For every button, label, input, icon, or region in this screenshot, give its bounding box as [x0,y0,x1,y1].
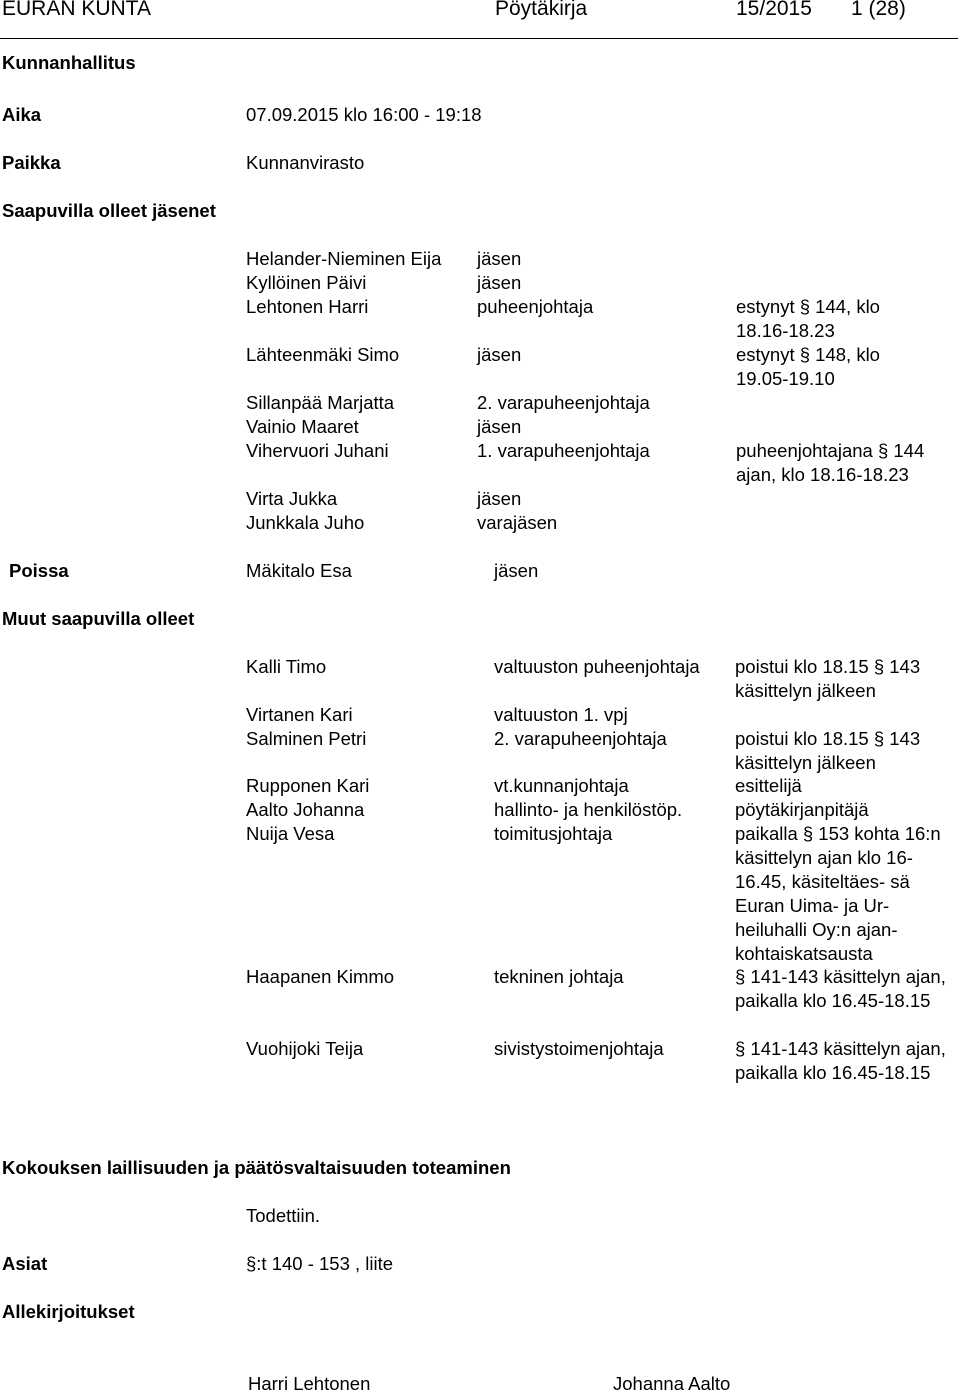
other-note: poistui klo 18.15 § 143 käsittelyn jälkeen [735,656,921,701]
other-role: vt.kunnanjohtaja [494,775,629,796]
member-role: jäsen [477,272,522,293]
other-name: Vuohijoki Teija [246,1038,364,1059]
other-name: Haapanen Kimmo [246,966,395,987]
member-name: Sillanpää Marjatta [246,392,395,413]
member-role: jäsen [477,248,522,269]
place-label: Paikka [2,152,61,173]
member-name: Vainio Maaret [246,416,359,437]
member-name: Virta Jukka [246,488,338,509]
member-role: jäsen [477,416,522,437]
member-role: jäsen [477,488,522,509]
member-role: puheenjohtaja [477,296,594,317]
other-note: paikalla § 153 kohta 16:n käsittelyn ajan klo 16-16.45, käsiteltäes- sä Euran Uima- ja Ur- heiluhalli Oy:n ajan- kohtaiskatsausta [735,823,941,964]
other-name: Kalli Timo [246,656,327,677]
member-role: 2. varapuheenjohtaja [477,392,650,413]
others-label: Muut saapuvilla olleet [2,608,195,629]
member-name: Junkkala Juho [246,512,365,533]
other-name: Virtanen Kari [246,704,353,725]
other-name: Salminen Petri [246,728,367,749]
header-divider [0,38,958,39]
other-role: hallinto- ja henkilöstöp. [494,799,683,820]
legality-value: Todettiin. [246,1205,321,1226]
members-label: Saapuvilla olleet jäsenet [2,200,216,221]
time-label: Aika [2,104,42,125]
other-role: sivistystoimenjohtaja [494,1038,664,1059]
other-role: tekninen johtaja [494,966,624,987]
place-value: Kunnanvirasto [246,152,365,173]
member-name: Lehtonen Harri [246,296,369,317]
other-role: 2. varapuheenjohtaja [494,728,667,749]
matters-value: §:t 140 - 153 , liite [246,1253,394,1274]
document-type: Pöytäkirja [495,0,588,20]
time-value: 07.09.2015 klo 16:00 - 19:18 [246,104,482,125]
member-name: Kyllöinen Päivi [246,272,367,293]
other-note: pöytäkirjanpitäjä [735,799,869,820]
other-note: esittelijä [735,775,802,796]
signatures-label: Allekirjoitukset [2,1301,135,1322]
member-note: puheenjohtajana § 144 ajan, klo 18.16-18.23 [736,440,925,485]
absent-label: Poissa [9,560,69,581]
member-name: Vihervuori Juhani [246,440,389,461]
other-note: § 141-143 käsittelyn ajan, paikalla klo 16.45-18.15 [735,966,946,1011]
member-note: estynyt § 148, klo 19.05-19.10 [736,344,880,389]
member-role: jäsen [477,344,522,365]
page-number: 1 (28) [851,0,906,20]
member-role: 1. varapuheenjohtaja [477,440,650,461]
other-role: valtuuston puheenjohtaja [494,656,700,677]
other-name: Rupponen Kari [246,775,370,796]
other-name: Aalto Johanna [246,799,365,820]
signature-secretary: Johanna Aalto [613,1373,731,1394]
member-note: estynyt § 144, klo 18.16-18.23 [736,296,880,341]
municipality-name: EURAN KUNTA [2,0,151,20]
other-note: § 141-143 käsittelyn ajan, paikalla klo 16.45-18.15 [735,1038,946,1083]
other-role: toimitusjohtaja [494,823,613,844]
other-role: valtuuston 1. vpj [494,704,628,725]
absent-name: Mäkitalo Esa [246,560,352,581]
signature-chair: Harri Lehtonen [248,1373,371,1394]
other-note: poistui klo 18.15 § 143 käsittelyn jälkeen [735,728,921,773]
member-name: Lähteenmäki Simo [246,344,400,365]
organ-name: Kunnanhallitus [2,52,136,73]
other-name: Nuija Vesa [246,823,335,844]
member-role: varajäsen [477,512,558,533]
member-name: Helander-Nieminen Eija [246,248,442,269]
legality-label: Kokouksen laillisuuden ja päätösvaltaisuuden toteaminen [2,1157,511,1178]
matters-label: Asiat [2,1253,48,1274]
document-number: 15/2015 [736,0,812,20]
absent-role: jäsen [494,560,539,581]
